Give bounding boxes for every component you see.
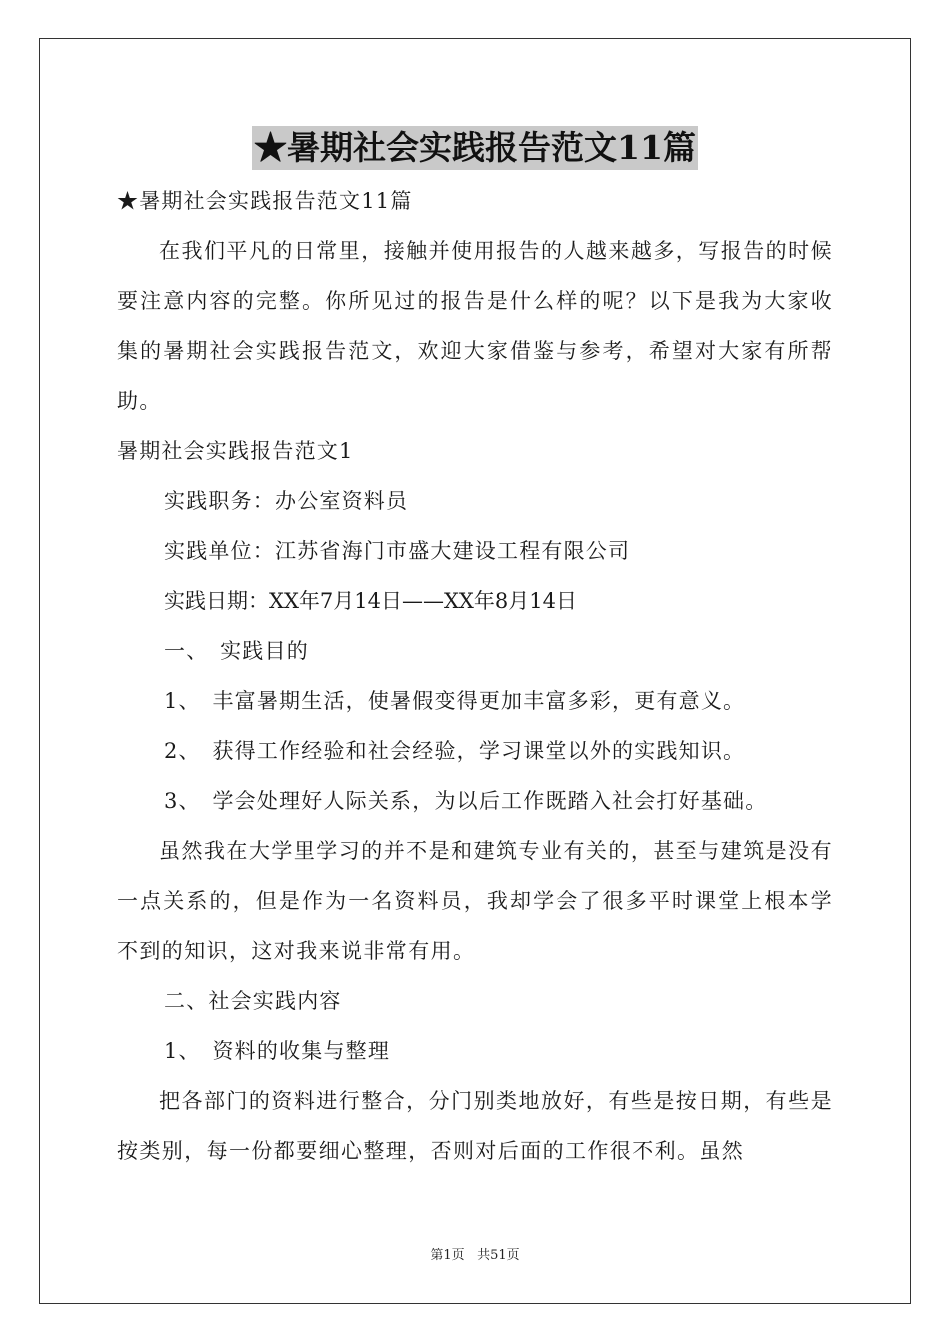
goal-item: 1、 丰富暑期生活，使暑假变得更加丰富多彩，更有意义。	[164, 689, 746, 713]
content-item: 1、 资料的收集与整理	[164, 1039, 391, 1063]
goal-item: 2、 获得工作经验和社会经验，学习课堂以外的实践知识。	[164, 739, 746, 763]
goal-heading: 一、 实践目的	[164, 639, 309, 663]
job-line: 实践职务：办公室资料员	[164, 489, 409, 513]
content-heading: 二、社会实践内容	[164, 989, 342, 1013]
page-footer	[0, 1246, 950, 1266]
goal-item: 3、 学会处理好人际关系，为以后工作既踏入社会打好基础。	[164, 789, 768, 813]
collect-paragraph: 把各部门的资料进行整合，分门别类地放好，有些是按日期，有些是按类别，每一份都要细心整理，否则对后面的工作很不利。虽然	[117, 1089, 833, 1163]
subtitle-line: ★暑期社会实践报告范文11篇	[117, 189, 413, 213]
title-area	[0, 126, 950, 170]
major-paragraph: 虽然我在大学里学习的并不是和建筑专业有关的，甚至与建筑是没有一点关系的，但是作为一名资料员，我却学会了很多平时课堂上根本学不到的知识，这对我来说非常有用。	[117, 839, 833, 963]
intro-paragraph: 在我们平凡的日常里，接触并使用报告的人越来越多，写报告的时候要注意内容的完整。你所见过的报告是什么样的呢？以下是我为大家收集的暑期社会实践报告范文，欢迎大家借鉴与参考，希望对大家有所帮助。	[117, 239, 833, 413]
unit-line: 实践单位：江苏省海门市盛大建设工程有限公司	[164, 539, 631, 563]
date-line: 实践日期：XX年7月14日——XX年8月14日	[164, 589, 577, 613]
section-heading: 暑期社会实践报告范文1	[117, 439, 354, 463]
page-total: 共51页	[477, 1248, 520, 1263]
document-body	[117, 176, 833, 1176]
page-number: 第1页	[430, 1248, 465, 1263]
document-title: ★暑期社会实践报告范文11篇	[252, 126, 698, 170]
